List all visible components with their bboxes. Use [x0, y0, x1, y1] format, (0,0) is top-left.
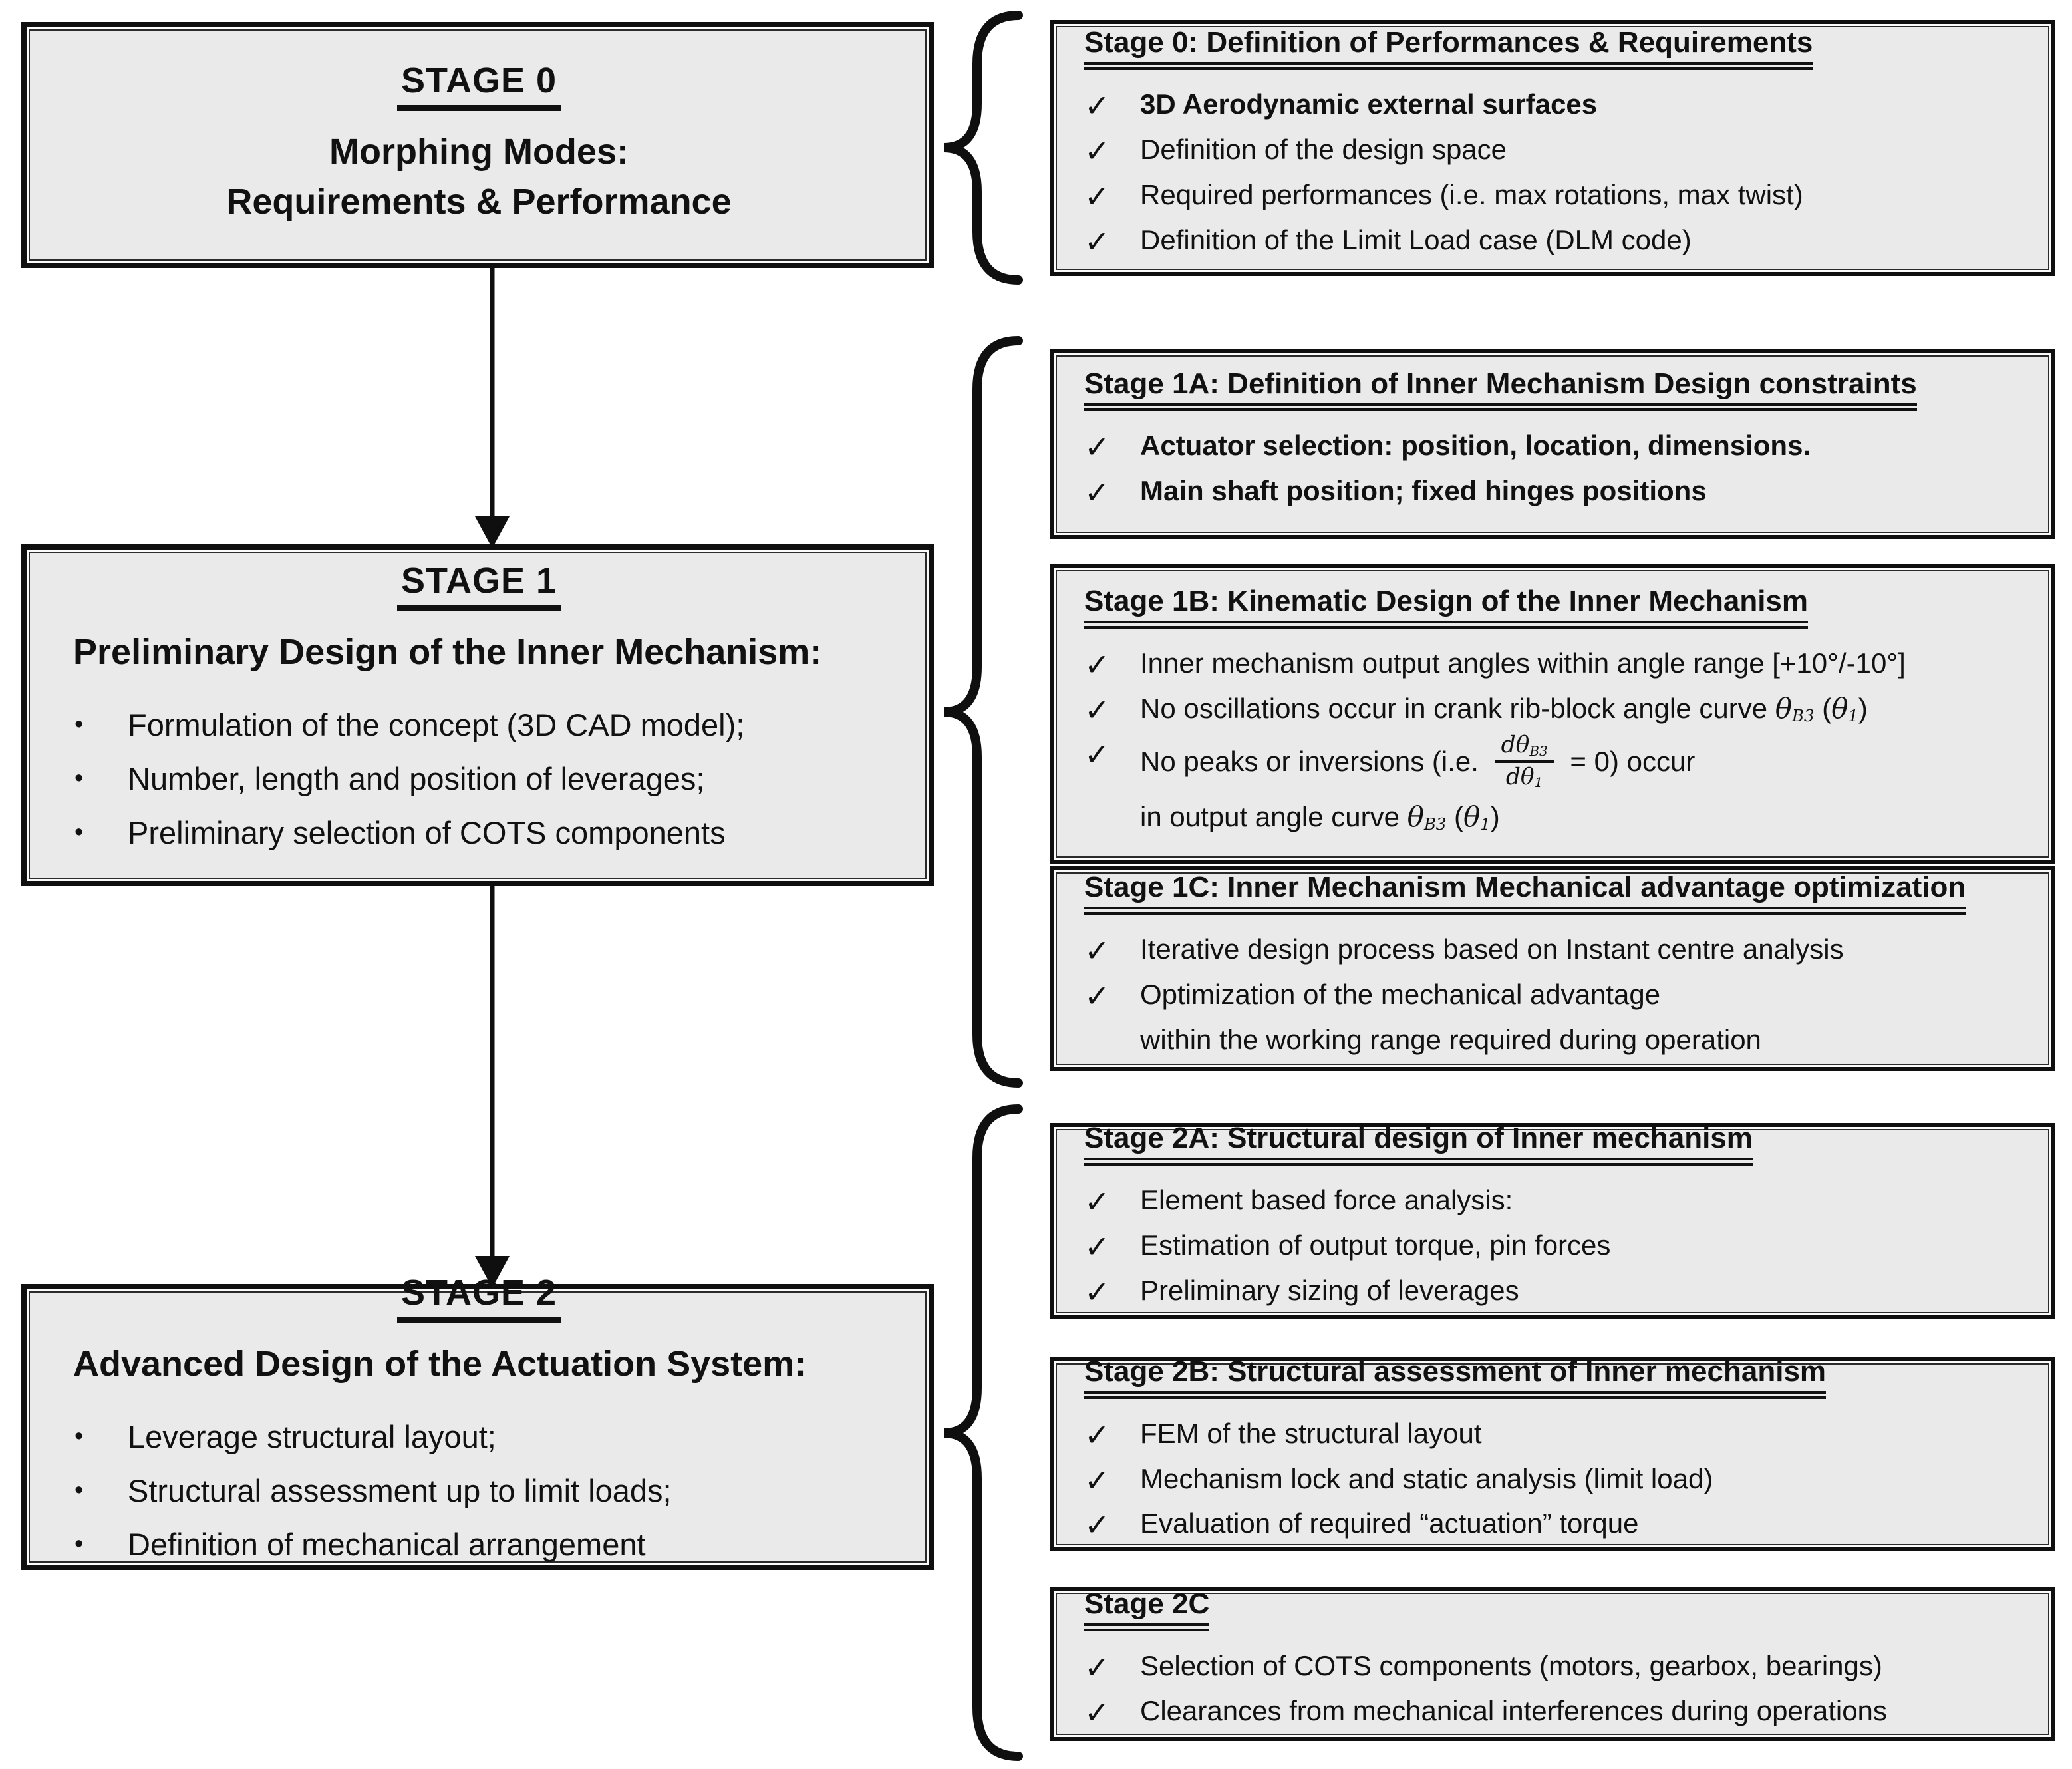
detail-box-stage-2b — [1050, 1357, 2055, 1551]
math-subscript: B3 — [1792, 705, 1815, 725]
check-icon: ✓ — [1084, 1694, 1110, 1730]
math-variable: dθ — [1505, 764, 1535, 790]
math-subscript: B3 — [1423, 814, 1447, 834]
check-icon: ✓ — [1084, 88, 1110, 124]
checklist-item — [1084, 931, 2027, 971]
checklist — [1084, 1410, 2027, 1551]
bullet-icon: • — [74, 711, 84, 739]
check-icon: ✓ — [1084, 692, 1110, 727]
checklist-item-continuation — [1084, 799, 2027, 835]
check-icon: ✓ — [1084, 1274, 1110, 1309]
math-variable: θ — [1407, 800, 1424, 833]
check-icon: ✓ — [1084, 979, 1110, 1014]
checklist-item-text: Main shaft position; fixed hinges positions — [1140, 475, 1707, 506]
checklist-item — [1084, 177, 2027, 216]
detail-box-title-text: Stage 1B: Kinematic Design of the Inner Mechanism — [1084, 585, 1808, 629]
check-icon: ✓ — [1084, 933, 1110, 969]
detail-box-title-text: Stage 1C: Inner Mechanism Mechanical advantage optimization — [1084, 871, 1966, 915]
detail-box-title — [1084, 1587, 2027, 1631]
bullet-item-text: Definition of mechanical arrangement — [128, 1527, 646, 1563]
bullet-item — [74, 1524, 902, 1565]
detail-box-title-text: Stage 2C — [1084, 1587, 1209, 1631]
math-variable: dθ — [1501, 732, 1530, 759]
check-icon: ✓ — [1084, 134, 1110, 169]
bullet-icon: • — [74, 1422, 84, 1451]
math-subscript: 1 — [1480, 814, 1491, 834]
stage0-line-1: Morphing Modes: — [329, 131, 629, 172]
brace-stage1-group-icon — [939, 336, 1025, 1088]
checklist-item — [1084, 132, 2027, 171]
check-icon: ✓ — [1084, 179, 1110, 214]
math-fraction — [1495, 732, 1554, 790]
stage1-title — [56, 560, 902, 611]
checklist-item — [1084, 473, 2027, 512]
stage2-subtitle: Advanced Design of the Actuation System: — [73, 1343, 807, 1384]
stage0-summary-box — [21, 22, 934, 268]
brace-stage2-group-icon — [939, 1104, 1025, 1761]
checklist-item-continuation — [1084, 1022, 2027, 1058]
bullet-icon: • — [74, 1530, 84, 1559]
detail-box-title-text: Stage 2B: Structural assessment of Inner mechanism — [1084, 1355, 1826, 1399]
arrow-shaft — [490, 885, 495, 1259]
checklist-item-text: Definition of the design space — [1140, 134, 1507, 166]
math-variable: θ — [1831, 691, 1849, 724]
stage1-subtitle: Preliminary Design of the Inner Mechanism: — [73, 631, 822, 672]
detail-box-title — [1084, 1122, 2027, 1166]
checklist — [1084, 422, 2027, 518]
detail-box-title — [1084, 367, 2027, 411]
arrow-stage0-to-stage1 — [474, 266, 511, 548]
checklist-item — [1084, 1227, 2027, 1267]
stage2-title-text: STAGE 2 — [397, 1272, 561, 1323]
checklist-item-text: Actuator selection: position, location, dimensions. — [1140, 430, 1811, 462]
check-icon: ✓ — [1084, 1508, 1110, 1543]
detail-box-title — [1084, 585, 2027, 629]
checklist-item-text: No oscillations occur in crank rib-block angle curve θB3 (θ1) — [1140, 691, 1868, 725]
detail-box-stage-2a — [1050, 1123, 2055, 1319]
stage0-line-2: Requirements & Performance — [226, 181, 732, 222]
check-icon: ✓ — [1084, 647, 1110, 682]
math-subscript: 1 — [1848, 705, 1858, 725]
checklist — [1084, 1642, 2027, 1738]
checklist-item-text: Preliminary sizing of leverages — [1140, 1274, 1519, 1306]
math-subscript: B3 — [1529, 742, 1548, 759]
checklist-item-text: 3D Aerodynamic external surfaces — [1140, 88, 1598, 120]
stage1-title-text: STAGE 1 — [397, 560, 561, 611]
checklist-item-text: Estimation of output torque, pin forces — [1140, 1229, 1611, 1261]
checklist-item-text: Iterative design process based on Instant centre analysis — [1140, 933, 1844, 965]
arrow-shaft — [490, 266, 495, 519]
checklist-item — [1084, 1693, 2027, 1732]
checklist — [1084, 1176, 2027, 1318]
math-variable: θ — [1775, 691, 1793, 724]
check-icon: ✓ — [1084, 430, 1110, 465]
checklist-item-text: Clearances from mechanical interferences during operations — [1140, 1694, 1887, 1726]
detail-box-title — [1084, 871, 2027, 915]
math-subscript: 1 — [1534, 774, 1543, 791]
check-icon: ✓ — [1084, 1184, 1110, 1219]
checklist-item-text: Required performances (i.e. max rotations, max twist) — [1140, 179, 1803, 210]
checklist-item-text: Element based force analysis: — [1140, 1184, 1513, 1216]
checklist-item — [1084, 1461, 2027, 1500]
checklist-item — [1084, 645, 2027, 685]
brace-stage0-group-icon — [939, 11, 1025, 285]
bullet-item — [74, 1470, 902, 1511]
stage0-title-text: STAGE 0 — [397, 60, 561, 111]
checklist-item-text: Definition of the Limit Load case (DLM code) — [1140, 224, 1692, 255]
stage0-title — [56, 60, 902, 111]
detail-box-title — [1084, 26, 2027, 70]
stage1-summary-box — [21, 544, 934, 886]
checklist-item — [1084, 1273, 2027, 1312]
checklist-item-text: in output angle curve θB3 (θ1) — [1140, 800, 1500, 834]
bullet-item-text: Number, length and position of leverages; — [128, 761, 705, 797]
checklist-item — [1084, 1182, 2027, 1221]
checklist-item — [1084, 1506, 2027, 1545]
check-icon: ✓ — [1084, 1649, 1110, 1685]
bullet-icon: • — [74, 818, 84, 847]
checklist-item-text: Optimization of the mechanical advantage — [1140, 979, 1661, 1011]
detail-box-stage-1a — [1050, 349, 2055, 539]
checklist-item — [1084, 977, 2027, 1016]
detail-box-stage-2c — [1050, 1587, 2055, 1741]
checklist-item — [1084, 1416, 2027, 1455]
bullet-item — [74, 758, 902, 799]
detail-box-title-text: Stage 0: Definition of Performances & Requirements — [1084, 26, 1813, 70]
arrow-stage1-to-stage2 — [474, 885, 511, 1288]
checklist-item — [1084, 222, 2027, 261]
detail-box-title-text: Stage 1A: Definition of Inner Mechanism Design constraints — [1084, 367, 1917, 411]
arrow-head-icon — [475, 516, 510, 548]
check-icon: ✓ — [1084, 737, 1110, 772]
bullet-item-text: Formulation of the concept (3D CAD model); — [128, 707, 745, 743]
checklist — [1084, 80, 2027, 267]
bullet-item-text: Structural assessment up to limit loads; — [128, 1473, 672, 1509]
checklist-item-text: No peaks or inversions (i.e. $\frac{\text{dθB3}}{d\theta 1}$ = 0) occur — [1140, 732, 1696, 791]
check-icon: ✓ — [1084, 1462, 1110, 1498]
bullet-item — [74, 1416, 902, 1457]
bullet-item-text: Preliminary selection of COTS components — [128, 815, 726, 851]
checklist-item-text: FEM of the structural layout — [1140, 1417, 1482, 1449]
checklist-item-text: Evaluation of required “actuation” torque — [1140, 1508, 1639, 1539]
checklist-item-text: Mechanism lock and static analysis (limit load) — [1140, 1462, 1713, 1494]
detail-box-title — [1084, 1355, 2027, 1399]
check-icon: ✓ — [1084, 1417, 1110, 1452]
stage2-summary-box — [21, 1272, 934, 1570]
math-variable: θ — [1463, 800, 1481, 833]
checklist-item — [1084, 732, 2027, 792]
checklist-item — [1084, 86, 2027, 126]
checklist-item-text: Selection of COTS components (motors, gearbox, bearings) — [1140, 1649, 1882, 1681]
check-icon: ✓ — [1084, 224, 1110, 259]
stage1-bullet-list — [56, 691, 902, 866]
bullet-icon: • — [74, 1476, 84, 1505]
bullet-item — [74, 812, 902, 853]
bullet-item-text: Leverage structural layout; — [128, 1419, 496, 1455]
checklist-item — [1084, 1648, 2027, 1687]
detail-box-stage-0 — [1050, 20, 2055, 276]
detail-box-stage-1c — [1050, 866, 2055, 1071]
check-icon: ✓ — [1084, 475, 1110, 510]
checklist — [1084, 639, 2027, 841]
detail-box-title-text: Stage 2A: Structural design of Inner mechanism — [1084, 1122, 1753, 1166]
checklist-item-text: Inner mechanism output angles within angle range [+10°/-10°] — [1140, 647, 1906, 679]
stage2-bullet-list — [56, 1403, 902, 1578]
checklist-item — [1084, 691, 2027, 730]
arrow-head-icon — [475, 1256, 510, 1288]
bullet-icon: • — [74, 764, 84, 793]
checklist-item-text: within the working range required during operation — [1140, 1024, 1761, 1055]
check-icon: ✓ — [1084, 1229, 1110, 1265]
checklist — [1084, 925, 2027, 1064]
detail-box-stage-1b — [1050, 564, 2055, 864]
checklist-item — [1084, 428, 2027, 467]
bullet-item — [74, 705, 902, 745]
